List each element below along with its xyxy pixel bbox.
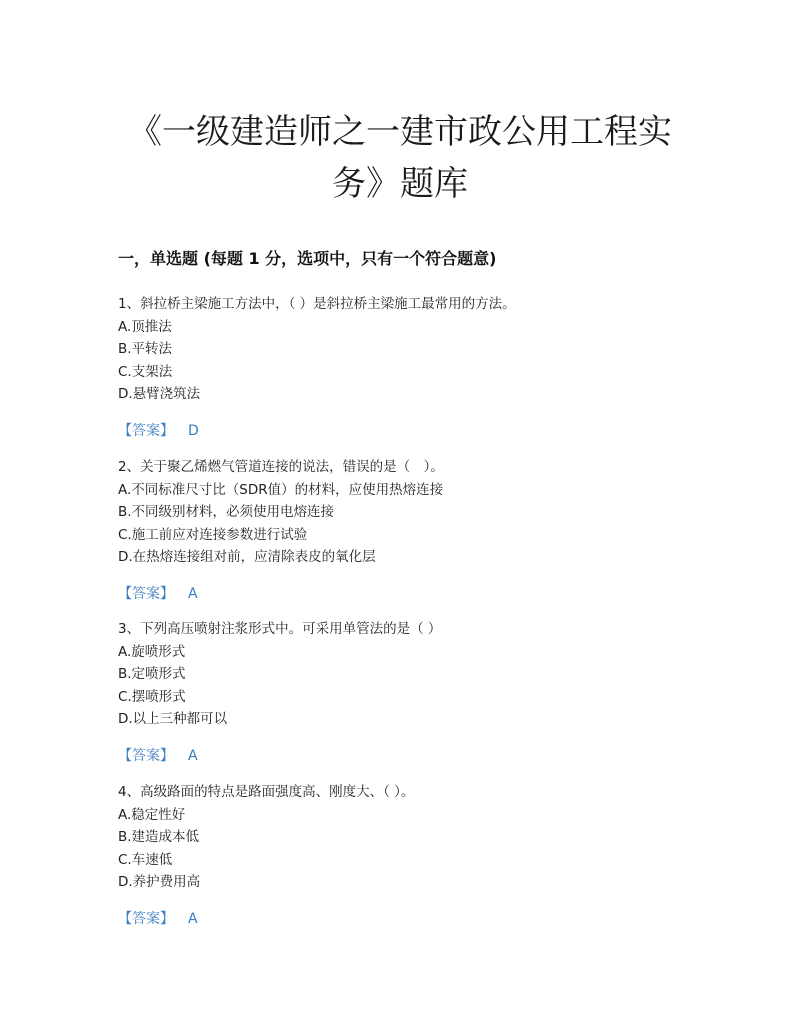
question-stem: 3、下列高压喷射注浆形式中。可采用单管法的是（ ）: [118, 621, 442, 637]
option-c: C.车速低: [118, 851, 173, 868]
answer-label: 【答案】: [118, 422, 174, 439]
option-d: D.在热熔连接组对前，应清除表皮的氧化层: [118, 549, 376, 565]
option-d: D.养护费用高: [118, 874, 201, 890]
answer-label: 【答案】: [118, 747, 174, 764]
section-heading: 一，单选题 (每题 1 分，选项中，只有一个符合题意): [118, 249, 497, 268]
option-a: A.稳定性好: [118, 806, 186, 823]
answer-label: 【答案】: [118, 585, 174, 602]
answer-line: [118, 420, 678, 442]
option-d: D.悬臂浇筑法: [118, 386, 201, 402]
question-3: [118, 618, 678, 767]
option-b: B.定喷形式: [118, 666, 186, 682]
answer-line: [118, 745, 678, 767]
question-stem: 1、斜拉桥主梁施工方法中，（ ）是斜拉桥主梁施工最常用的方法。: [118, 296, 516, 312]
document-title-line-1: 《一级建造师之一建市政公用工程实: [128, 112, 672, 152]
option-b: B.平转法: [118, 341, 173, 357]
answer-line: [118, 908, 678, 930]
option-d: D.以上三种都可以: [118, 711, 228, 727]
option-c: C.支架法: [118, 363, 173, 380]
option-c: C.摆喷形式: [118, 688, 186, 705]
document-title: [100, 106, 700, 210]
question-stem: 4、高级路面的特点是路面强度高、刚度大、（ ）。: [118, 784, 415, 800]
option-a: A.旋喷形式: [118, 643, 186, 660]
question-2: [118, 456, 678, 605]
question-1: [118, 293, 678, 442]
question-stem: 2、关于聚乙烯燃气管道连接的说法，错误的是（ ）。: [118, 459, 444, 475]
answer-value: A: [188, 910, 198, 927]
option-b: B.不同级别材料，必须使用电熔连接: [118, 504, 335, 520]
option-a: A.顶推法: [118, 318, 172, 335]
option-c: C.施工前应对连接参数进行试验: [118, 526, 308, 543]
answer-value: A: [188, 585, 198, 602]
answer-value: A: [188, 747, 198, 764]
document-title-line-2: 务》题库: [332, 164, 468, 204]
answer-label: 【答案】: [118, 910, 174, 927]
option-b: B.建造成本低: [118, 829, 200, 845]
option-a: A.不同标准尺寸比（SDR值）的材料，应使用热熔连接: [118, 481, 444, 498]
answer-line: [118, 583, 678, 605]
question-4: [118, 781, 678, 930]
answer-value: D: [188, 422, 199, 439]
